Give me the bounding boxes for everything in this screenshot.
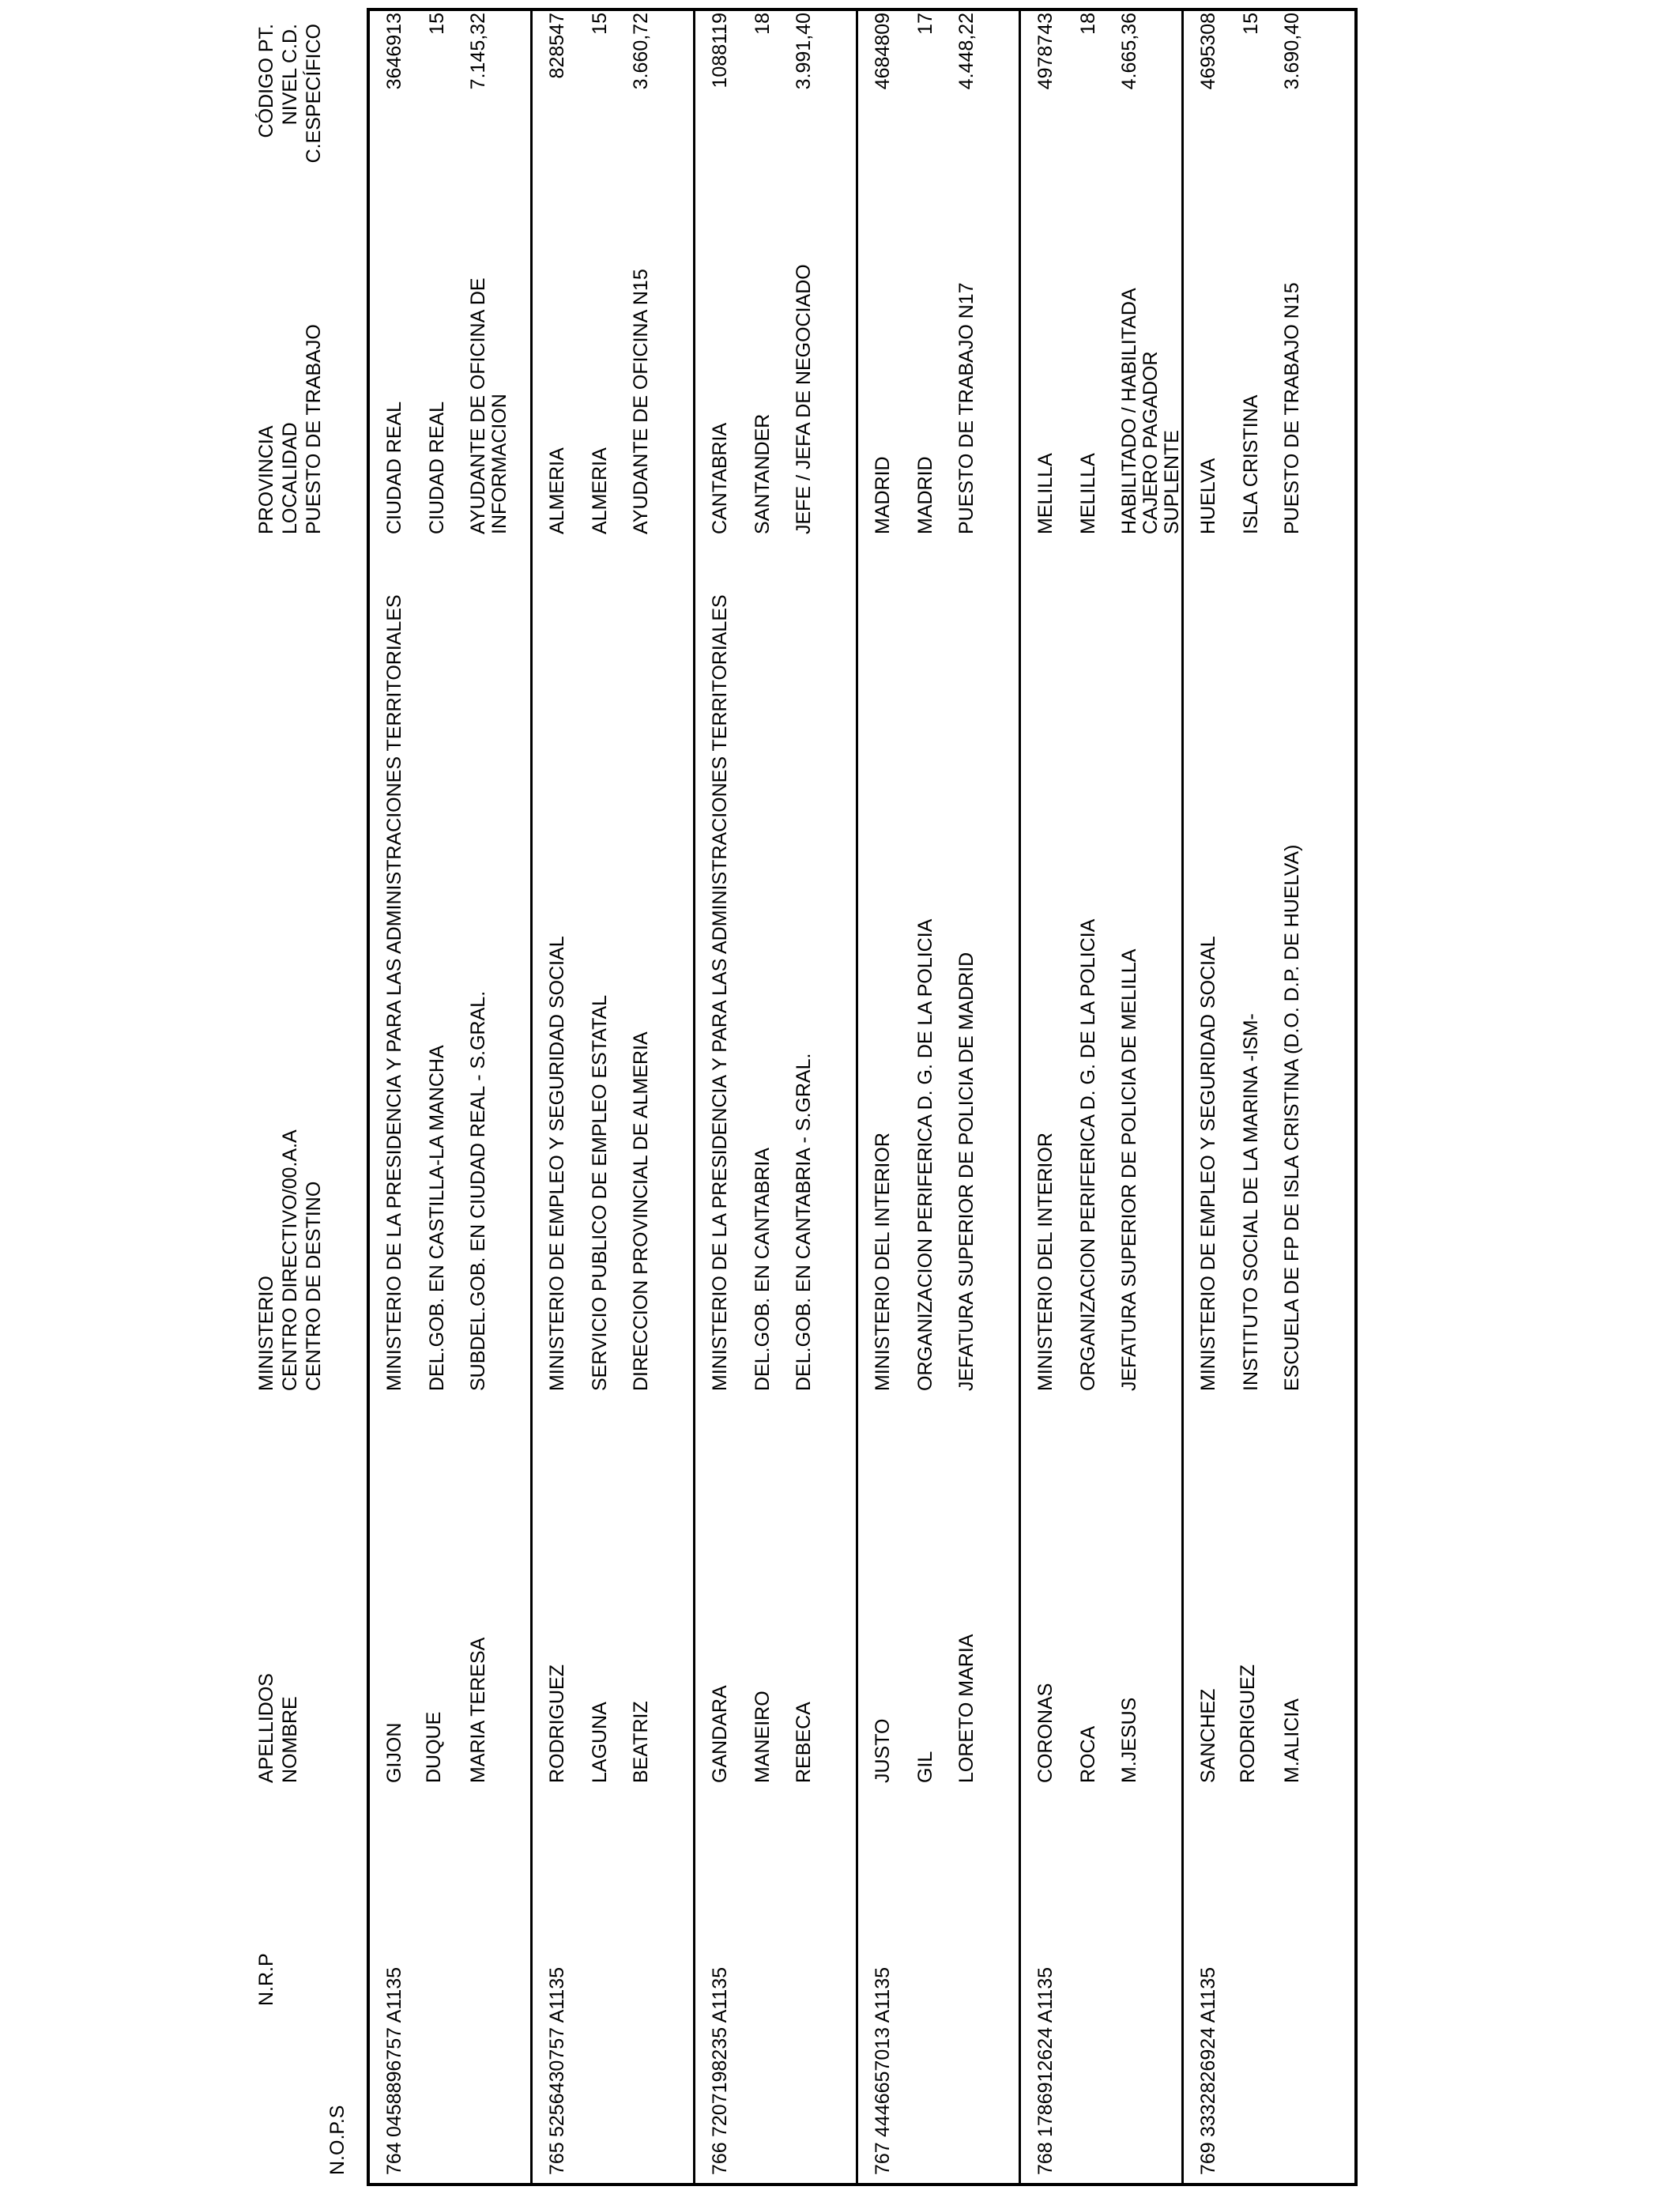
row-centro-directivo: INSTITUTO SOCIAL DE LA MARINA -ISM- — [1240, 1013, 1262, 1391]
table-row — [1021, 11, 1184, 2183]
row-apellido2: MANEIRO — [751, 1691, 774, 1783]
row-nombre: M.JESUS — [1118, 1697, 1140, 1783]
table-row — [858, 11, 1021, 2183]
row-ministerio: MINISTERIO DE EMPLEO Y SEGURIDAD SOCIAL — [1197, 936, 1219, 1391]
header-localidad: LOCALIDAD — [279, 422, 301, 534]
row-especifico: 4.448,22 — [955, 13, 977, 90]
row-nombre: BEATRIZ — [630, 1701, 652, 1783]
row-provincia: ALMERIA — [546, 447, 568, 534]
row-puesto: PUESTO DE TRABAJO N17 — [955, 282, 977, 534]
table-row — [533, 11, 695, 2183]
row-provincia: MELILLA — [1034, 453, 1057, 534]
row-localidad: CIUDAD REAL — [426, 401, 448, 534]
table-row — [695, 11, 858, 2183]
row-apellido2: RODRIGUEZ — [1237, 1664, 1259, 1783]
header-codigo: CÓDIGO PT. — [255, 24, 277, 138]
row-nivel: 15 — [426, 13, 448, 35]
row-nombre: REBECA — [793, 1702, 815, 1783]
header-nivel: NIVEL C.D. — [279, 24, 301, 126]
row-ministerio: MINISTERIO DE EMPLEO Y SEGURIDAD SOCIAL — [546, 936, 568, 1391]
row-ministerio: MINISTERIO DE LA PRESIDENCIA Y PARA LAS ADMINISTRACIONES TERRITORIALES — [709, 594, 731, 1391]
row-centro-destino: ESCUELA DE FP DE ISLA CRISTINA (D.O. D.P. DE HUELVA) — [1281, 844, 1303, 1391]
row-nivel: 17 — [914, 13, 936, 35]
header-puesto: PUESTO DE TRABAJO — [303, 324, 325, 534]
row-especifico: 3.660,72 — [630, 13, 652, 90]
row-codigo: 4684809 — [872, 13, 894, 90]
row-centro-directivo: DEL.GOB. EN CASTILLA-LA MANCHA — [426, 1045, 448, 1391]
row-ministerio: MINISTERIO DEL INTERIOR — [1034, 1133, 1057, 1391]
row-centro-directivo: ORGANIZACION PERIFERICA D. G. DE LA POLICIA — [1077, 918, 1099, 1391]
row-nivel: 15 — [589, 13, 611, 35]
row-codigo: 828547 — [546, 13, 568, 79]
row-number: 769 — [1197, 2142, 1219, 2175]
header-nombre: NOMBRE — [279, 1696, 301, 1783]
row-especifico: 7.145,32 — [467, 13, 489, 90]
header-centro-destino: CENTRO DE DESTINO — [303, 1181, 325, 1391]
row-centro-directivo: DEL.GOB. EN CANTABRIA — [751, 1148, 774, 1391]
row-puesto: AYUDANTE DE OFICINA N15 — [630, 269, 652, 534]
row-nrp: 3332826924 A1135 — [1197, 1966, 1219, 2137]
row-localidad: MADRID — [914, 456, 936, 534]
row-centro-destino: SUBDEL.GOB. EN CIUDAD REAL - S.GRAL. — [467, 990, 489, 1391]
row-number: 767 — [872, 2142, 894, 2175]
header-ministerio: MINISTERIO — [255, 1276, 277, 1391]
row-nombre: LORETO MARIA — [955, 1634, 977, 1783]
header-apellidos: APELLIDOS — [255, 1673, 277, 1783]
row-provincia: CIUDAD REAL — [383, 401, 405, 534]
row-localidad: ALMERIA — [589, 447, 611, 534]
row-apellido2: GIL — [914, 1751, 936, 1783]
row-nrp: 7207198235 A1135 — [709, 1966, 731, 2137]
row-nivel: 15 — [1240, 13, 1262, 35]
row-nrp: 4446657013 A1135 — [872, 1966, 894, 2137]
row-puesto: HABILITADO / HABILITADA CAJERO PAGADOR SUPLENTE — [1118, 288, 1183, 534]
row-number: 768 — [1034, 2142, 1057, 2175]
row-localidad: MELILLA — [1077, 453, 1099, 534]
row-centro-destino: DIRECCION PROVINCIAL DE ALMERIA — [630, 1031, 652, 1391]
row-ministerio: MINISTERIO DEL INTERIOR — [872, 1133, 894, 1391]
row-especifico: 3.690,40 — [1281, 13, 1303, 90]
table-row — [1184, 11, 1347, 2183]
row-apellido1: GANDARA — [709, 1685, 731, 1783]
table-row — [370, 11, 533, 2183]
row-nivel: 18 — [751, 13, 774, 35]
row-number: 766 — [709, 2142, 731, 2175]
row-puesto: JEFE / JEFA DE NEGOCIADO — [793, 264, 815, 534]
row-apellido2: LAGUNA — [589, 1702, 611, 1783]
row-localidad: ISLA CRISTINA — [1240, 394, 1262, 534]
header-provincia: PROVINCIA — [255, 425, 277, 534]
row-centro-destino: JEFATURA SUPERIOR DE POLICIA DE MADRID — [955, 952, 977, 1391]
row-centro-directivo: ORGANIZACION PERIFERICA D. G. DE LA POLICIA — [914, 918, 936, 1391]
row-apellido1: RODRIGUEZ — [546, 1664, 568, 1783]
row-puesto: AYUDANTE DE OFICINA DE INFORMACION — [467, 277, 510, 534]
row-codigo: 1088119 — [709, 13, 731, 89]
row-especifico: 4.665,36 — [1118, 13, 1140, 90]
row-centro-directivo: SERVICIO PUBLICO DE EMPLEO ESTATAL — [589, 994, 611, 1391]
row-especifico: 3.991,40 — [793, 13, 815, 90]
row-nrp: 1786912624 A1135 — [1034, 1966, 1057, 2137]
row-apellido1: CORONAS — [1034, 1683, 1057, 1783]
row-apellido1: GIJON — [383, 1722, 405, 1783]
row-apellido2: ROCA — [1077, 1725, 1099, 1783]
row-nrp: 5256430757 A1135 — [546, 1966, 568, 2137]
row-localidad: SANTANDER — [751, 413, 774, 534]
row-codigo: 3646913 — [383, 13, 405, 90]
row-apellido1: JUSTO — [872, 1718, 894, 1783]
row-puesto: PUESTO DE TRABAJO N15 — [1281, 282, 1303, 534]
row-centro-destino: JEFATURA SUPERIOR DE POLICIA DE MELILLA — [1118, 948, 1140, 1391]
records-table — [367, 8, 1358, 2186]
row-codigo: 4695308 — [1197, 13, 1219, 90]
row-nivel: 18 — [1077, 13, 1099, 35]
header-nrp: N.R.P — [255, 1953, 277, 2006]
header-centro-directivo: CENTRO DIRECTIVO/00.A.A — [279, 1129, 301, 1391]
row-codigo: 4978743 — [1034, 13, 1057, 90]
header-nops: N.O.P.S — [326, 2105, 348, 2175]
header-especifico: C.ESPECÍFICO — [303, 24, 325, 164]
row-apellido1: SANCHEZ — [1197, 1688, 1219, 1783]
row-provincia: MADRID — [872, 456, 894, 534]
row-ministerio: MINISTERIO DE LA PRESIDENCIA Y PARA LAS ADMINISTRACIONES TERRITORIALES — [383, 594, 405, 1391]
row-nombre: M.ALICIA — [1281, 1698, 1303, 1783]
row-provincia: HUELVA — [1197, 458, 1219, 534]
row-number: 765 — [546, 2142, 568, 2175]
row-centro-destino: DEL.GOB. EN CANTABRIA - S.GRAL. — [793, 1053, 815, 1391]
row-nrp: 0458896757 A1135 — [383, 1966, 405, 2137]
row-apellido2: DUQUE — [423, 1711, 445, 1783]
row-number: 764 — [383, 2142, 405, 2175]
row-provincia: CANTABRIA — [709, 422, 731, 534]
row-nombre: MARIA TERESA — [467, 1637, 489, 1783]
